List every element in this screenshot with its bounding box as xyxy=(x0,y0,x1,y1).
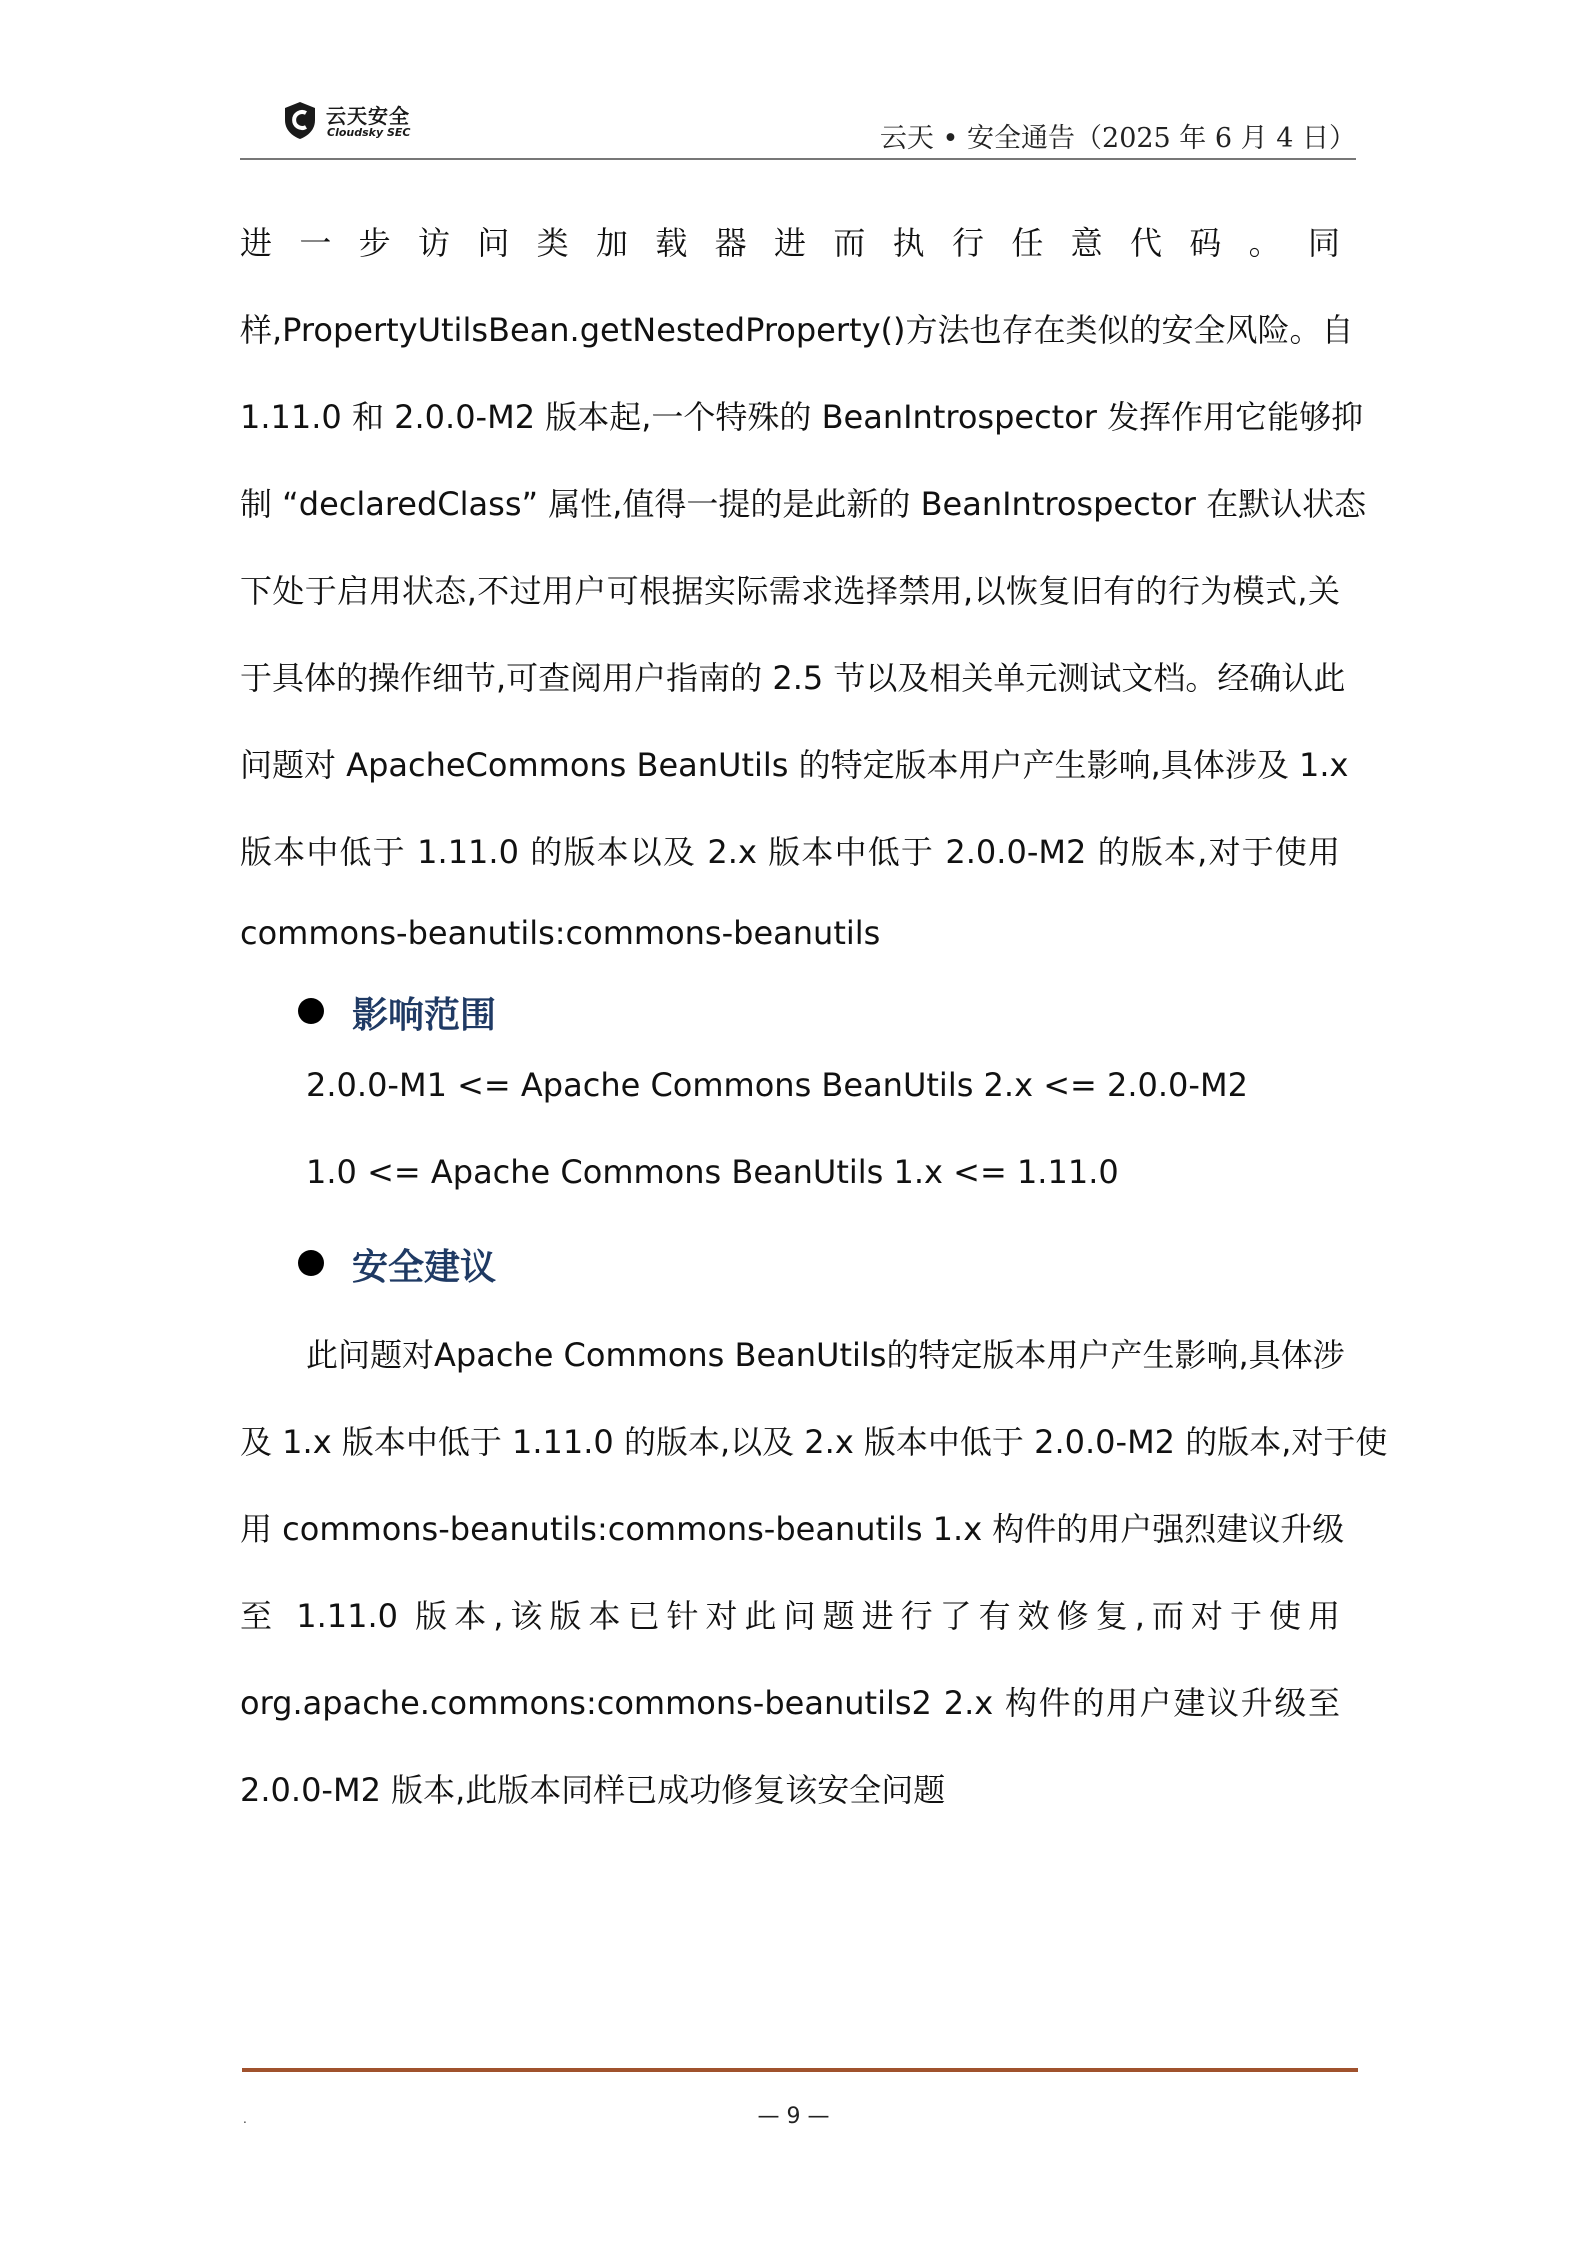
body-line: 下处于启用状态,不过用户可根据实际需求选择禁用,以恢复旧有的行为模式,关 xyxy=(240,572,1340,610)
company-logo xyxy=(282,98,442,144)
body-line: 进一步访问类加载器进而执行任意代码。同 xyxy=(240,224,1340,262)
advice-line: 此问题对Apache Commons BeanUtils的特定版本用户产生影响,具体涉 xyxy=(306,1336,1345,1374)
advice-line: 2.0.0-M2 版本,此版本同样已成功修复该安全问题 xyxy=(240,1771,946,1809)
bullet-icon xyxy=(298,1250,324,1276)
page-number: — 9 — xyxy=(757,2104,830,2129)
shield-logo-icon xyxy=(282,100,318,140)
logo-text-en: Cloudsky SEC xyxy=(327,126,411,139)
footer-dot: . xyxy=(243,2112,247,2126)
body-line: 于具体的操作细节,可查阅用户指南的 2.5 节以及相关单元测试文档。经确认此 xyxy=(240,659,1346,697)
section-heading-advice: 安全建议 xyxy=(352,1247,497,1288)
header-title: 云天 • 安全通告（2025 年 6 月 4 日） xyxy=(879,123,1356,154)
scope-item: 2.0.0-M1 <= Apache Commons BeanUtils 2.x <= 2.0.0-M2 xyxy=(306,1066,1248,1104)
body-line: 问题对 ApacheCommons BeanUtils 的特定版本用户产生影响,具体涉及 1.x xyxy=(240,746,1349,784)
footer-divider xyxy=(242,2068,1358,2072)
scope-item: 1.0 <= Apache Commons BeanUtils 1.x <= 1.11.0 xyxy=(306,1153,1119,1191)
body-line: 样,PropertyUtilsBean.getNestedProperty()方法也存在类似的安全风险。自 xyxy=(240,311,1354,349)
section-heading-scope: 影响范围 xyxy=(352,995,497,1036)
header-divider xyxy=(240,158,1356,160)
advice-line: 用 commons-beanutils:commons-beanutils 1.x 构件的用户强烈建议升级 xyxy=(240,1510,1345,1548)
body-line: 版本中低于 1.11.0 的版本以及 2.x 版本中低于 2.0.0-M2 的版本,对于使用 xyxy=(240,833,1340,871)
body-line: commons-beanutils:commons-beanutils xyxy=(240,914,881,952)
logo-text-cn: 云天安全 xyxy=(326,104,410,128)
advice-line: org.apache.commons:commons-beanutils2 2.x 构件的用户建议升级至 xyxy=(240,1684,1340,1722)
body-line: 1.11.0 和 2.0.0-M2 版本起,一个特殊的 BeanIntrospector 发挥作用它能够抑 xyxy=(240,398,1364,436)
bullet-icon xyxy=(298,998,324,1024)
body-line: 制 “declaredClass” 属性,值得一提的是此新的 BeanIntrospector 在默认状态 xyxy=(240,485,1367,523)
advice-line: 及 1.x 版本中低于 1.11.0 的版本,以及 2.x 版本中低于 2.0.0-M2 的版本,对于使 xyxy=(240,1423,1388,1461)
advice-line: 至 1.11.0 版本,该版本已针对此问题进行了有效修复,而对于使用 xyxy=(240,1597,1340,1635)
